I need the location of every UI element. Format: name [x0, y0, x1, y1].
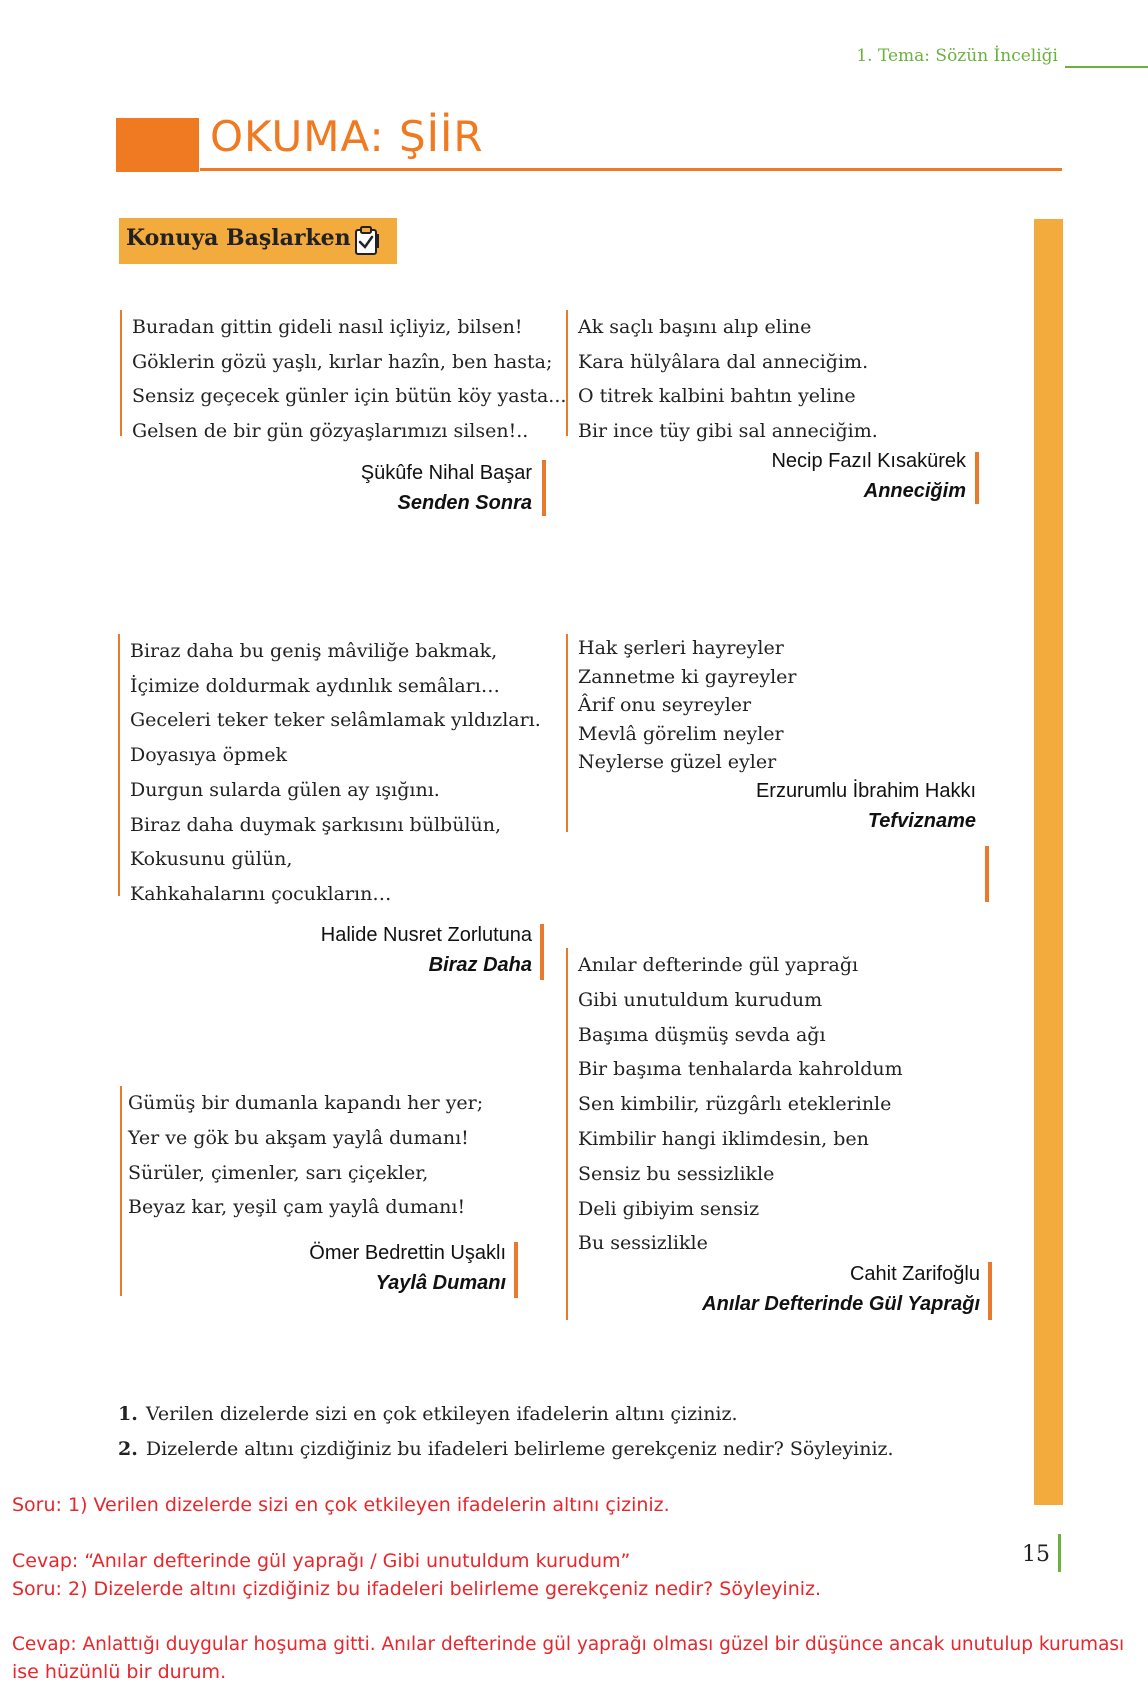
poem-author: Necip Fazıl Kısakürek	[771, 450, 966, 472]
title-accent-block	[116, 118, 199, 172]
poem-line: Geceleri teker teker selâmlamak yıldızları.	[130, 709, 541, 732]
attribution-bar	[988, 1262, 992, 1320]
clipboard-check-icon	[354, 226, 380, 256]
page-number: 15	[1022, 1542, 1050, 1567]
intro-label: Konuya Başlarken	[126, 225, 351, 251]
poem-line: O titrek kalbini bahtın yeline	[578, 385, 856, 407]
poem-attribution	[700, 446, 966, 506]
poem-line: Bu sessizlikle	[578, 1232, 708, 1255]
answer-question-2: Soru: 2) Dizelerde altını çizdiğiniz bu ifadeleri belirleme gerekçeniz nedir? Söyleyiniz.	[12, 1578, 822, 1600]
poem-line: Bir başıma tenhalarda kahroldum	[578, 1058, 903, 1081]
question-number: 2.	[118, 1438, 138, 1460]
poem-line: Hak şerleri hayreyler	[578, 637, 784, 659]
poem-line: Deli gibiyim sensiz	[578, 1197, 760, 1220]
poem-title: Anneciğim	[863, 480, 966, 502]
poem-author: Erzurumlu İbrahim Hakkı	[755, 780, 976, 802]
theme-header: 1. Tema: Sözün İnceliği	[856, 46, 1058, 66]
poem-line: İçimize doldurmak aydınlık semâları…	[130, 674, 500, 697]
poem-author: Halide Nusret Zorlutuna	[320, 924, 532, 946]
poem-attribution	[300, 458, 532, 518]
question-1	[118, 1403, 738, 1425]
question-number: 1.	[118, 1403, 138, 1425]
poem-line: Ârif onu seyreyler	[578, 694, 752, 716]
attribution-bar	[514, 1242, 518, 1298]
question-text: Verilen dizelerde sizi en çok etkileyen ifadelerin altını çiziniz.	[145, 1403, 738, 1425]
poem-author: Şükûfe Nihal Başar	[360, 462, 532, 484]
poem-author: Ömer Bedrettin Uşaklı	[309, 1242, 506, 1264]
title-rule	[200, 168, 1062, 171]
poem-line: Anılar defterinde gül yaprağı	[578, 954, 859, 976]
poem-attribution	[640, 1259, 980, 1319]
answer-2-line-1: Cevap: Anlattığı duygular hoşuma gitti. Anılar defterinde gül yaprağı olması güzel bir düşünce ancak unutulup kuruması	[12, 1634, 1125, 1655]
poem-line: Sensiz geçecek günler için bütün köy yasta...	[132, 385, 567, 407]
poem-author: Cahit Zarifoğlu	[849, 1263, 980, 1285]
poem-attribution	[700, 776, 976, 836]
poem-line: Bir ince tüy gibi sal anneciğim.	[578, 419, 878, 442]
poem-line: Gelsen de bir gün gözyaşlarımızı silsen!..	[132, 419, 529, 442]
poem-title: Anılar Defterinde Gül Yaprağı	[702, 1293, 980, 1315]
poem-title: Senden Sonra	[397, 492, 532, 514]
poem-line: Neylerse güzel eyler	[578, 751, 777, 773]
poem-line: Beyaz kar, yeşil çam yaylâ dumanı!	[128, 1196, 466, 1219]
poem-line: Zannetme ki gayreyler	[578, 665, 797, 688]
attribution-bar	[542, 460, 546, 516]
poem-line: Başıma düşmüş sevda ağı	[578, 1023, 826, 1046]
answer-question-1: Soru: 1) Verilen dizelerde sizi en çok etkileyen ifadelerin altını çiziniz.	[12, 1494, 670, 1516]
poem-title: Biraz Daha	[428, 954, 532, 976]
poem-line: Sürüler, çimenler, sarı çiçekler,	[128, 1161, 429, 1184]
answer-1: Cevap: “Anılar defterinde gül yaprağı / Gibi unutuldum kurudum”	[12, 1550, 631, 1572]
poem-line: Kara hülyâlara dal anneciğim.	[578, 350, 869, 373]
attribution-bar	[985, 846, 989, 902]
question-text: Dizelerde altını çizdiğiniz bu ifadeleri belirleme gerekçeniz nedir? Söyleyiniz.	[145, 1438, 894, 1460]
poem-line: Kahkahalarını çocukların…	[130, 882, 392, 905]
poem-attribution	[240, 1238, 506, 1298]
poem-line: Biraz daha bu geniş mâviliğe bakmak,	[130, 640, 498, 662]
poem-line: Sensiz bu sessizlikle	[578, 1162, 775, 1185]
poem-line: Durgun sularda gülen ay ışığını.	[130, 778, 440, 801]
poem-line: Ak saçlı başını alıp eline	[578, 316, 812, 338]
side-accent-bar	[1034, 219, 1063, 1505]
poem-line: Doyasıya öpmek	[130, 744, 288, 767]
poem-line: Buradan gittin gideli nasıl içliyiz, bilsen!	[132, 316, 523, 338]
poem-line: Kimbilir hangi iklimdesin, ben	[578, 1127, 869, 1150]
attribution-bar	[975, 452, 979, 504]
poem-line: Mevlâ görelim neyler	[578, 722, 784, 745]
question-2	[118, 1438, 894, 1460]
answer-2-line-2: ise hüzünlü bir durum.	[12, 1661, 227, 1683]
section-title: OKUMA: ŞİİR	[210, 112, 484, 161]
page-number-rule	[1058, 1534, 1061, 1572]
attribution-bar	[540, 924, 544, 980]
poem-senden-sonra	[120, 310, 567, 442]
poem-line: Gümüş bir dumanla kapandı her yer;	[128, 1092, 484, 1114]
poem-attribution	[260, 920, 532, 980]
header-rule	[1065, 66, 1148, 68]
poem-title: Yaylâ Dumanı	[375, 1272, 506, 1294]
poem-line: Biraz daha duymak şarkısını bülbülün,	[130, 813, 502, 836]
poem-annecigim	[566, 310, 878, 442]
poem-line: Sen kimbilir, rüzgârlı eteklerinle	[578, 1093, 892, 1116]
poem-title: Tefvizname	[867, 810, 976, 832]
poem-line: Gibi unutuldum kurudum	[578, 988, 823, 1011]
poem-line: Göklerin gözü yaşlı, kırlar hazîn, ben hasta;	[132, 350, 553, 373]
poem-biraz-daha	[118, 634, 541, 905]
poem-line: Kokusunu gülün,	[130, 848, 293, 871]
poem-line: Yer ve gök bu akşam yaylâ dumanı!	[128, 1126, 469, 1149]
